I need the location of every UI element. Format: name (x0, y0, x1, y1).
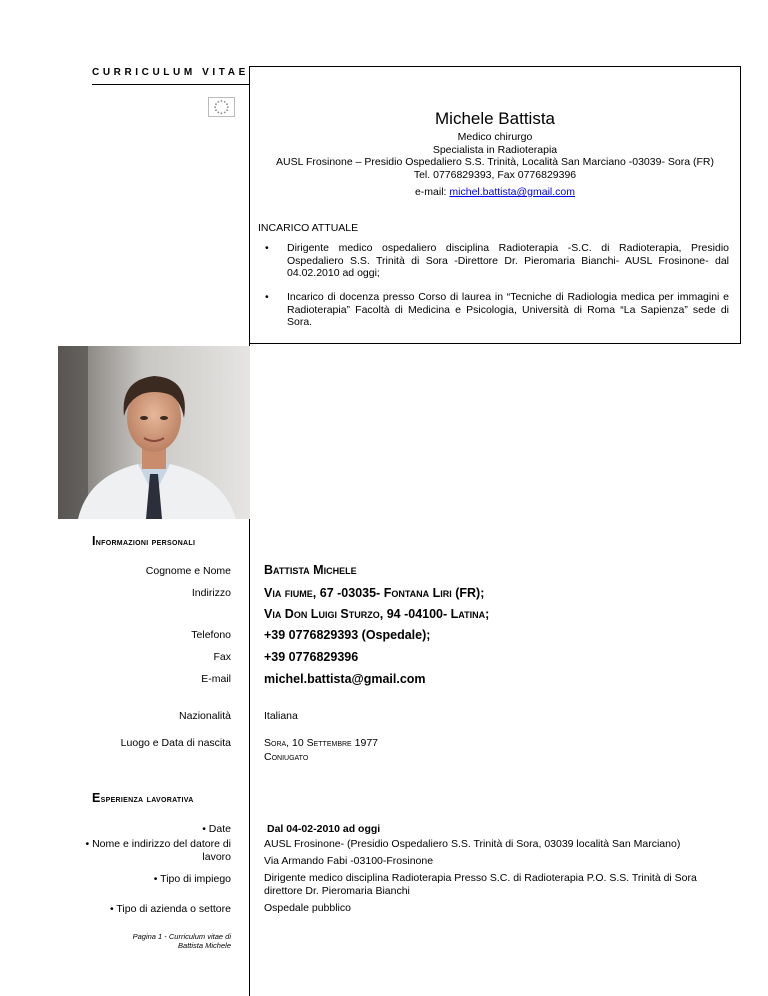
exp-jobtype-label: • Tipo di impiego (153, 873, 231, 885)
exp-sector-label: • Tipo di azienda o settore (109, 903, 231, 915)
incarico-item-2 (265, 291, 729, 329)
incarico-text-2: Incarico di docenza presso Corso di laurea in “Tecniche di Radiologia medica per immagini e Radioterapia” Facoltà di Medicina e Psicologia, Università di Roma “La Sapienza” sede di Sora. (287, 291, 729, 328)
name-label: Cognome e Nome (145, 565, 231, 577)
exp-employer-value-2: Via Armando Fabi -03100-Frosinone (264, 855, 434, 867)
fax-value: +39 0776829396 (264, 650, 359, 664)
person-name: Michele Battista (435, 109, 555, 128)
fax-label: Fax (213, 651, 231, 663)
exp-sector-value: Ospedale pubblico (264, 902, 351, 914)
header-email-line (250, 186, 740, 199)
address-label: Indirizzo (191, 587, 231, 599)
address-value-1: Via fiume, 67 -03035- Fontana Liri (FR); (264, 586, 485, 600)
nationality-value: Italiana (264, 710, 298, 722)
bullet-icon: • (265, 291, 269, 303)
personal-info-section-title: Informazioni personali (92, 534, 196, 548)
birth-value: Sora, 10 Settembre 1977 (264, 737, 378, 749)
birth-label: Luogo e Data di nascita (120, 737, 231, 749)
address-value-2: Via Don Luigi Sturzo, 94 -04100- Latina; (264, 607, 490, 621)
name-value: Battista Michele (264, 563, 357, 577)
email-label: E-mail (201, 673, 231, 685)
header-line-2: Specialista in Radioterapia (432, 143, 558, 156)
exp-jobtype-value: Dirigente medico disciplina Radioterapia Presso S.C. di Radioterapia P.O. S.S. Trinità di Sora direttore Dr. Pieromaria Bianchi (264, 872, 697, 897)
marital-status-value: Coniugato (264, 751, 309, 763)
email-value[interactable]: michel.battista@gmail.com (264, 672, 426, 686)
footer-line-2: Battista Michele (178, 941, 231, 950)
phone-value: +39 0776829393 (Ospedale); (264, 628, 431, 642)
page-footer (133, 932, 231, 950)
email-link[interactable]: michel.battista@gmail.com (449, 186, 576, 198)
header-line-4: Tel. 0776829393, Fax 0776829396 (413, 168, 577, 181)
title-divider (92, 84, 249, 85)
incarico-item-1 (265, 242, 729, 280)
cv-title: CURRICULUM VITAE (92, 67, 249, 78)
bullet-icon: • (265, 242, 269, 254)
exp-date-value: Dal 04-02-2010 ad oggi (267, 823, 381, 835)
eu-flag-icon (208, 97, 235, 117)
incarico-title: INCARICO ATTUALE (258, 222, 359, 234)
footer-line-1: Pagina 1 - Curriculum vitae di (132, 932, 231, 941)
exp-date-label: • Date (202, 823, 231, 835)
exp-employer-value-1: AUSL Frosinone- (Presidio Ospedaliero S.S. Trinità di Sora, 03039 località San Marciano) (264, 838, 681, 850)
portrait-photo (58, 346, 250, 519)
email-prefix: e-mail: (414, 186, 447, 198)
incarico-text-1: Dirigente medico ospedaliero disciplina Radioterapia -S.C. di Radioterapia, Presidio Ospedaliero S.S. Trinità di Sora -Direttore Dr. Pieromaria Bianchi- AUSL Frosinone- dal 04.02.2010 ad oggi; (287, 242, 729, 279)
phone-label: Telefono (191, 629, 231, 641)
experience-section-title: Esperienza lavorativa (92, 791, 194, 805)
exp-employer-label: • Nome e indirizzo del datore di lavoro (85, 838, 231, 863)
header-line-1: Medico chirurgo (457, 131, 533, 143)
header-line-3: AUSL Frosinone – Presidio Ospedaliero S.S. Trinità, Località San Marciano -03039- Sora (FR) (276, 156, 714, 168)
nationality-label: Nazionalità (179, 710, 231, 722)
